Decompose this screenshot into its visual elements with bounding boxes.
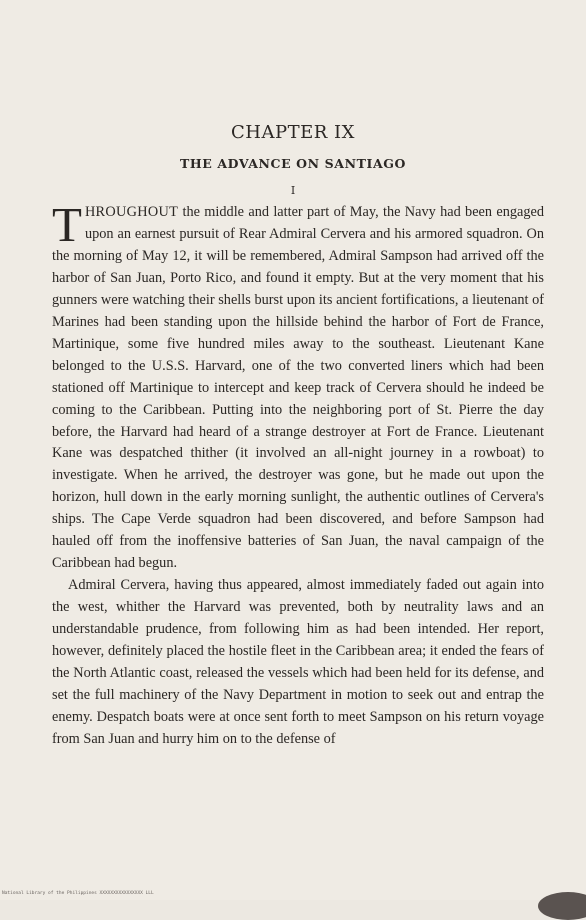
first-word: HROUGHOUT: [84, 204, 179, 220]
paragraph-1-text: the middle and latter part of May, the Navy had been engaged upon an earnest pursuit of Rear Admiral Cervera and his armored squadron. On the morning of May 12, it will be remembered, Admiral Sampson had arrived off the harbor of San Juan, Porto Rico, and found it empty. But at the very moment that his gunners were watching their shells burst upon its ancient fortifications, a lieutenant of Marines had been standing upon the hillside behind the harbor of Fort de France, Martinique, some five hundred miles away to the southeast. Lieutenant Kane belonged to the U.S.S. Harvard, one of the two converted liners which had been stationed off Martinique to intercept and keep track of Cervera should he indeed be coming to the Caribbean. Putting into the neighboring port of St. Pierre the day before, the Harvard had heard of a strange destroyer at Fort de France. Lieutenant Kane was despatched thither (it involved an all-night journey in a rowboat) to investigate. When he arrived, the destroyer was gone, but he made out upon the horizon, hull down in the early morning sunlight, the authentic outlines of Cervera's ships. The Cape Verde squadron had been discovered, and before Sampson had hauled off from the inoffensive batteries of San Juan, the naval campaign of the Caribbean had begun.: [52, 204, 544, 572]
page-corner-shadow: [538, 892, 586, 920]
body-text: [52, 197, 544, 751]
paragraph-2: Admiral Cervera, having thus appeared, almost immediately faded out again into the west, whither the Harvard was prevented, both by neutrality laws and an understandable prudence, from following him as had been intended. Her report, however, definitely placed the hostile fleet in the Caribbean area; it ended the fears of the North Atlantic coast, released the vessels which had been held for its defense, and set the full machinery of the Navy Department in motion to seek out and entrap the enemy. Despatch boats were at once sent forth to meet Sampson on his return voyage from San Juan and hurry him on to the defense of: [52, 577, 544, 747]
chapter-title: CHAPTER IX: [231, 122, 355, 143]
paragraph-1: [52, 197, 544, 575]
chapter-subtitle: THE ADVANCE ON SANTIAGO: [179, 156, 407, 171]
section-number: I: [290, 184, 296, 197]
library-stamp: National Library of the Philippines XXXXXXXXXXXXXXXX LLL: [2, 891, 154, 896]
drop-cap: T: [52, 197, 82, 252]
